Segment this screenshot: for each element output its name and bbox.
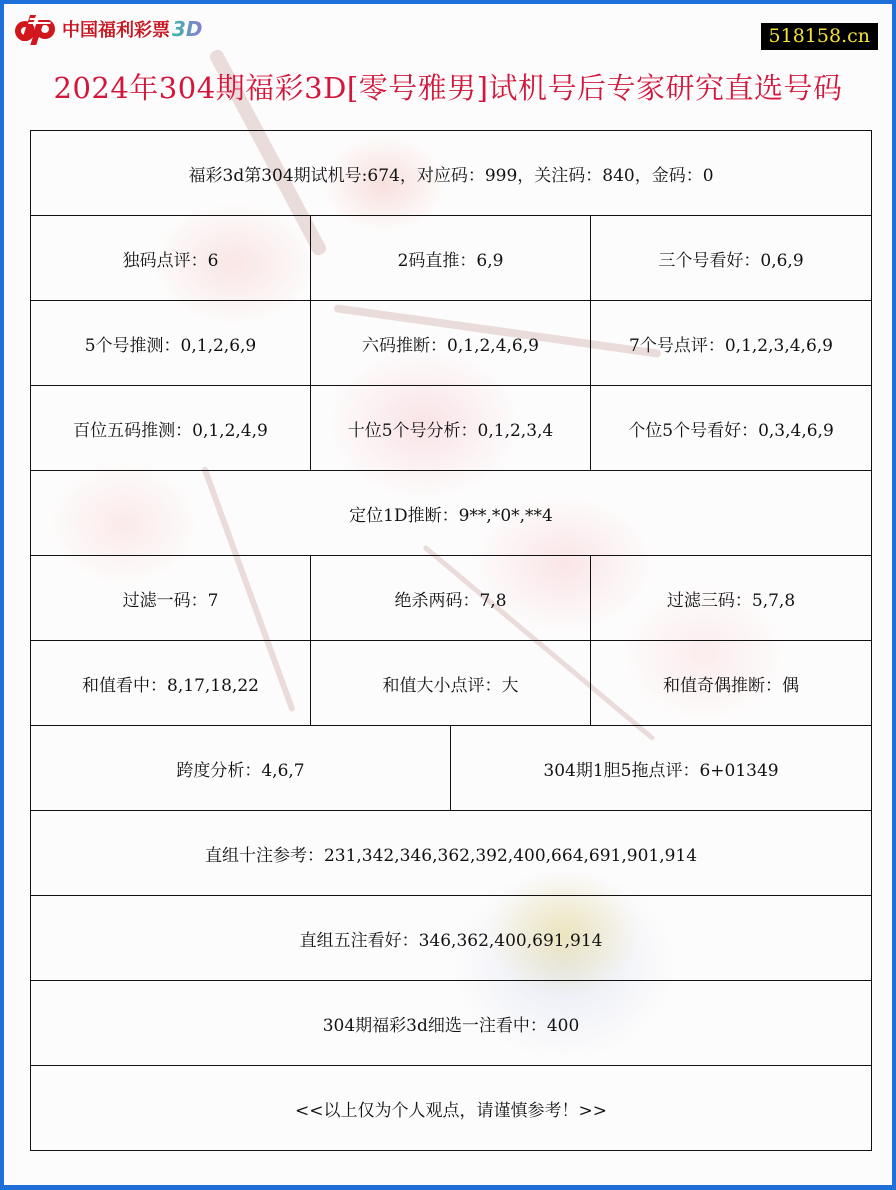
table-row [31,471,872,556]
prediction-table [30,130,872,1151]
header [4,4,892,54]
sum-parity-cell: 和值奇偶推断：偶 [591,641,872,726]
tens-position-cell: 十位5个号分析：0,1,2,3,4 [311,386,591,471]
table-row [31,216,872,301]
logo-text: 中国福利彩票 [62,20,170,41]
sum-values-cell: 和值看中：8,17,18,22 [31,641,311,726]
single-code-cell: 独码点评：6 [31,216,311,301]
table-row [31,981,872,1066]
site-domain-badge[interactable]: 518158.cn [761,23,878,50]
table-row [31,131,872,216]
position-1d-cell: 定位1D推断：9**,*0*,**4 [31,471,872,556]
filter-three-cell: 过滤三码：5,7,8 [591,556,872,641]
sum-size-cell: 和值大小点评：大 [311,641,591,726]
table-row [31,1066,872,1151]
table-row [31,726,872,811]
five-code-cell: 5个号推测：0,1,2,6,9 [31,301,311,386]
span-analysis-cell: 跨度分析：4,6,7 [31,726,451,811]
single-pick-cell: 304期福彩3d细选一注看中：400 [31,981,872,1066]
kill-two-cell: 绝杀两码：7,8 [311,556,591,641]
table-row [31,556,872,641]
table-row [31,896,872,981]
seven-code-cell: 7个号点评：0,1,2,3,4,6,9 [591,301,872,386]
five-picks-cell: 直组五注看好：346,362,400,691,914 [31,896,872,981]
disclaimer-cell: <<以上仅为个人观点，请谨慎参考！>> [31,1066,872,1151]
test-number-cell: 福彩3d第304期试机号:674，对应码：999，关注码：840，金码：0 [31,131,872,216]
two-code-cell: 2码直推：6,9 [311,216,591,301]
table-row [31,641,872,726]
units-position-cell: 个位5个号看好：0,3,4,6,9 [591,386,872,471]
ten-picks-cell: 直组十注参考：231,342,346,362,392,400,664,691,901,914 [31,811,872,896]
table-row [31,386,872,471]
three-code-cell: 三个号看好：0,6,9 [591,216,872,301]
lottery-logo[interactable] [12,12,203,46]
table-row [31,811,872,896]
logo-3d-text: 3D [172,17,203,41]
hundreds-position-cell: 百位五码推测：0,1,2,4,9 [31,386,311,471]
banker-drag-cell: 304期1胆5拖点评：6+01349 [451,726,872,811]
page-title: 2024年304期福彩3D[零号雅男]试机号后专家研究直选号码 [53,71,843,105]
six-code-cell: 六码推断：0,1,2,4,6,9 [311,301,591,386]
welfare-lottery-logo-icon [12,12,58,46]
table-row [31,301,872,386]
filter-one-cell: 过滤一码：7 [31,556,311,641]
